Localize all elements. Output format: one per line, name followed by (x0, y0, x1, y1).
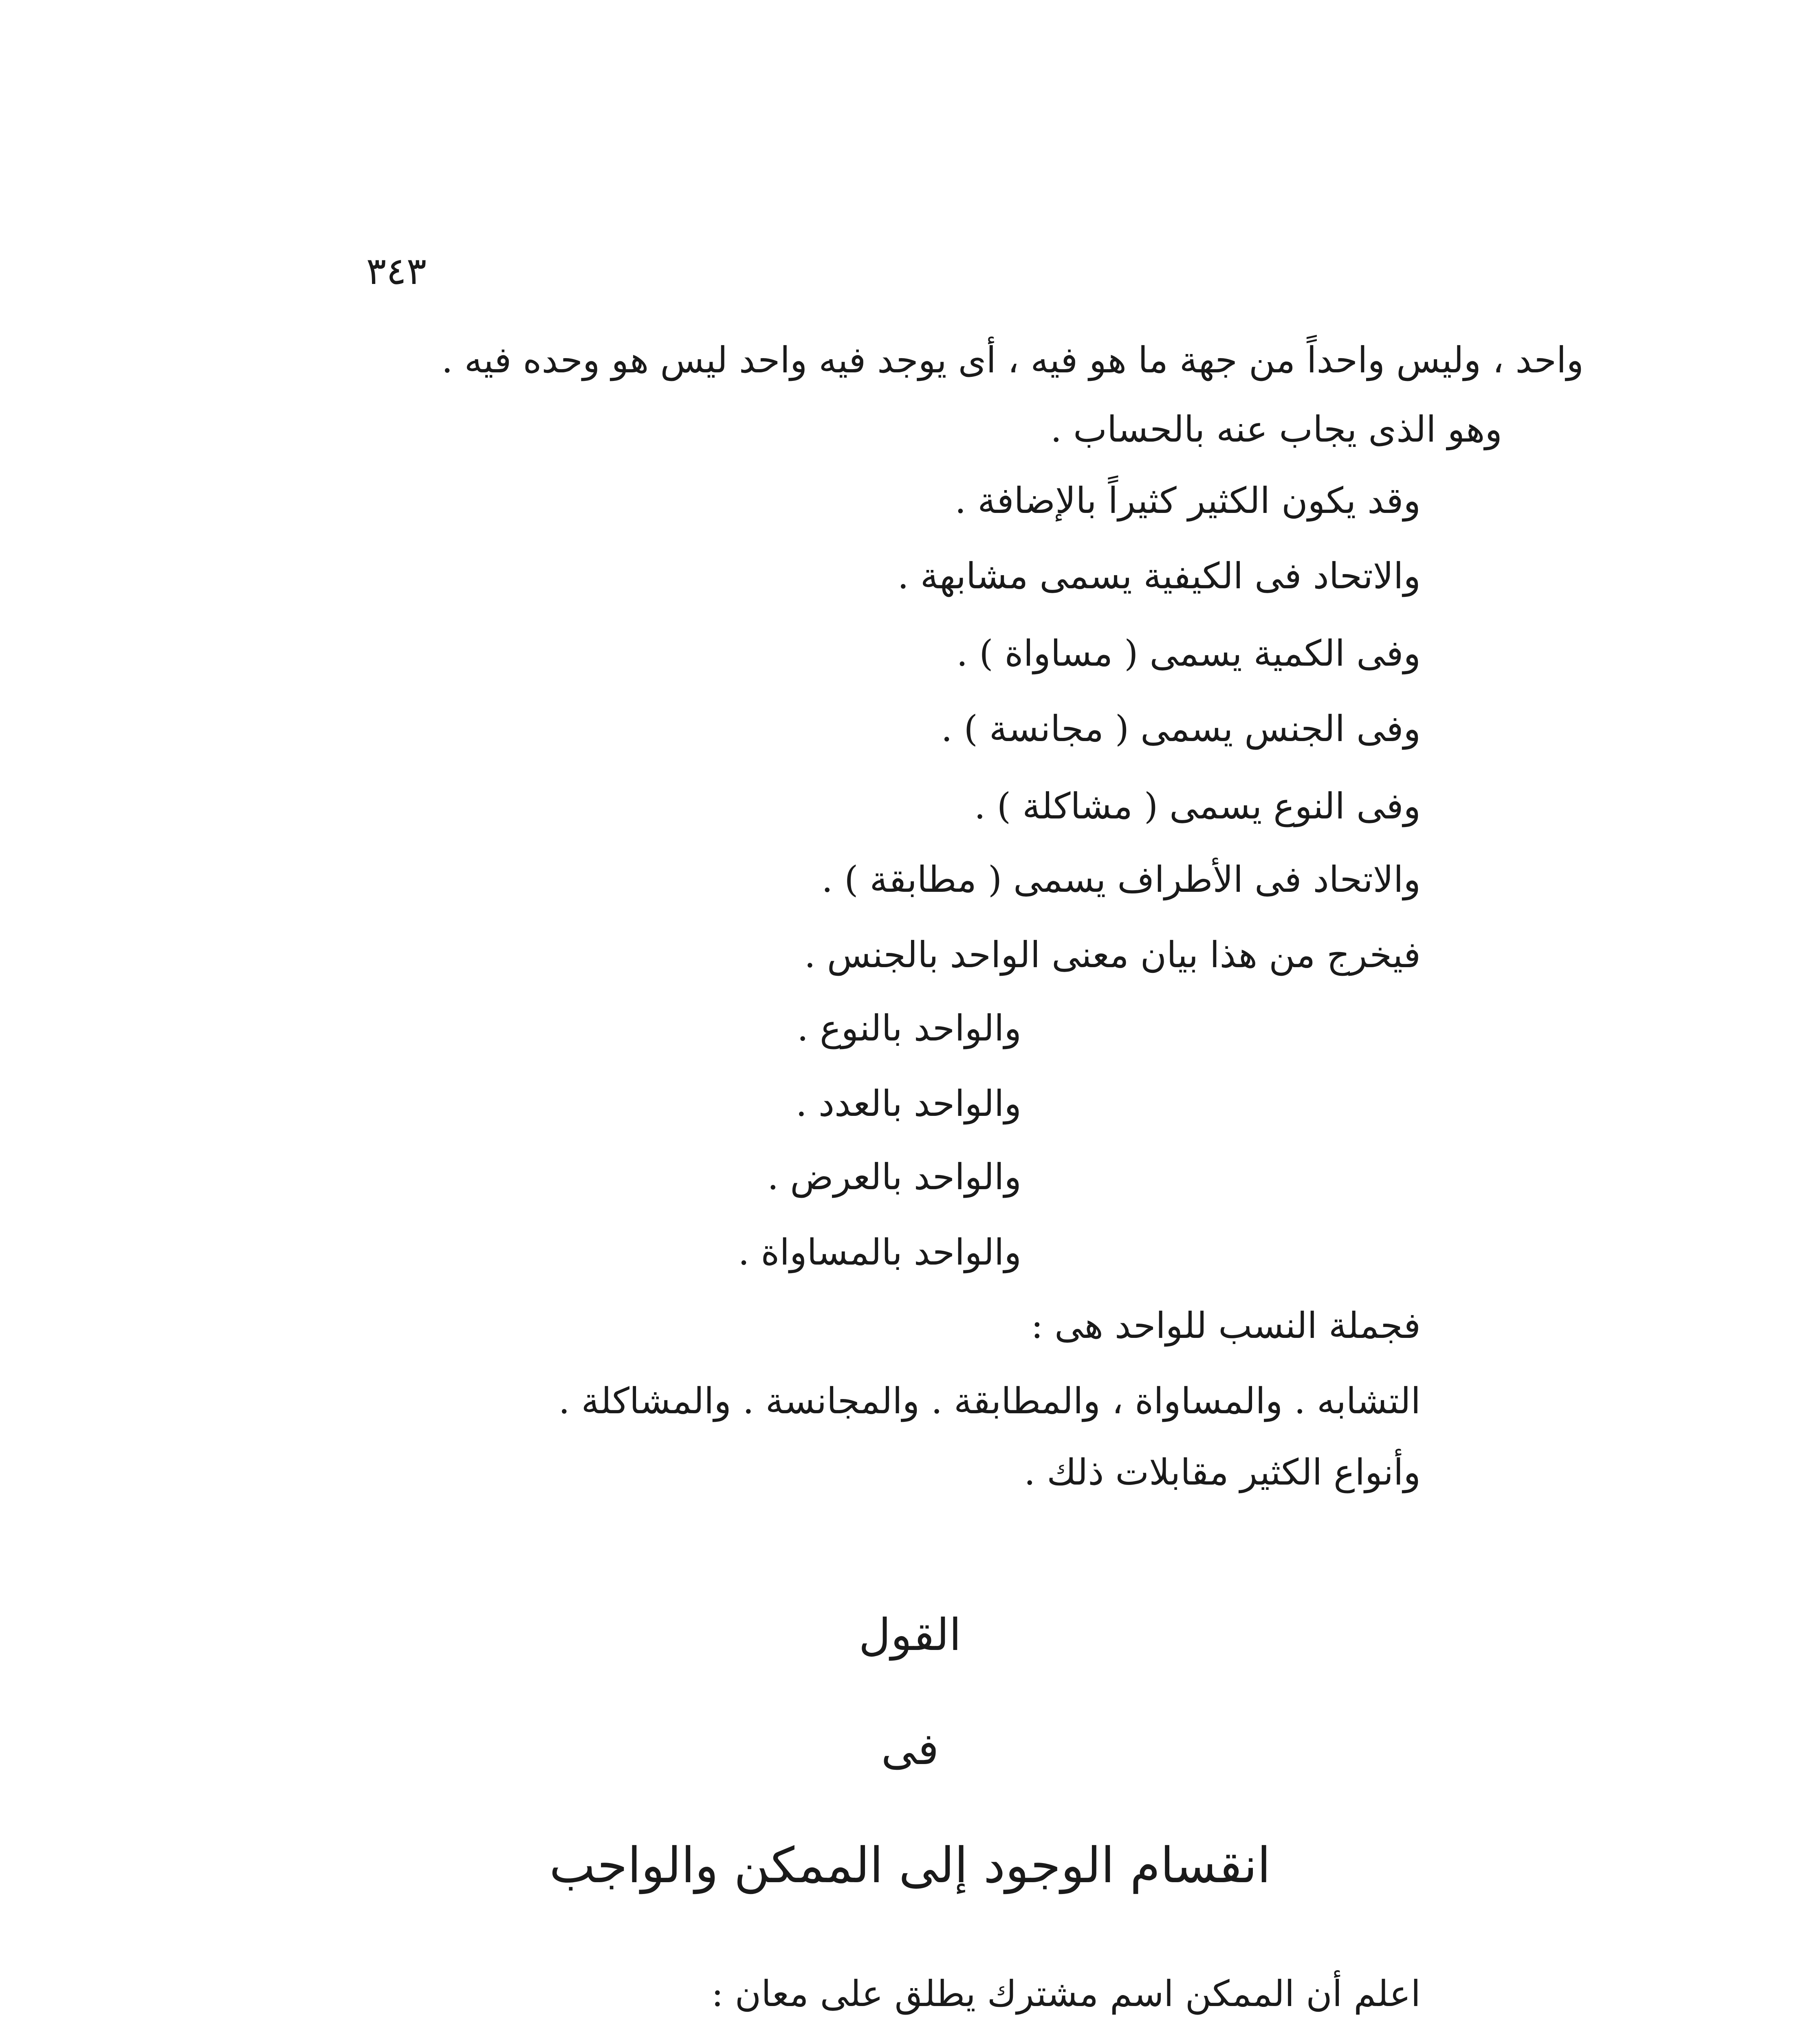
text-line: والواحد بالعرض . (767, 1156, 1021, 1198)
section-title: انقسام الوجود إلى الممكن والواجب (549, 1837, 1271, 1894)
text-line: والاتحاد فى الكيفية يسمى مشابهة . (897, 555, 1421, 597)
text-line: واحد ، وليس واحداً من جهة ما هو فيه ، أى يوجد فيه واحد ليس هو وحده فيه . (441, 339, 1584, 381)
text-line: اعلم أن الممكن اسم مشترك يطلق على معان : (711, 1973, 1421, 2015)
text-line: وفى الجنس يسمى ( مجانسة ) . (941, 708, 1421, 750)
text-line: التشابه . والمساواة ، والمطابقة . والمجانسة . والمشاكلة . (558, 1380, 1421, 1422)
text-line: وهو الذى يجاب عنه بالحساب . (1050, 408, 1502, 450)
text-line: فجملة النسب للواحد هى : (1031, 1304, 1421, 1346)
text-line: والاتحاد فى الأطراف يسمى ( مطابقة ) . (821, 858, 1421, 900)
text-line: وفى الكمية يسمى ( مساواة ) . (956, 632, 1421, 674)
heading-line-2: فى (881, 1724, 939, 1775)
text-line: والواحد بالنوع . (797, 1007, 1021, 1049)
text-line: والواحد بالمساواة . (738, 1231, 1021, 1273)
text-line: والواحد بالعدد . (795, 1082, 1021, 1124)
text-line: وفى النوع يسمى ( مشاكلة ) . (974, 785, 1421, 827)
heading-line-1: القول (858, 1610, 962, 1661)
page-number: ٣٤٣ (366, 249, 427, 293)
text-line: وأنواع الكثير مقابلات ذلك . (1024, 1451, 1421, 1493)
text-line: فيخرج من هذا بيان معنى الواحد بالجنس . (804, 934, 1421, 976)
text-line: وقد يكون الكثير كثيراً بالإضافة . (955, 480, 1421, 521)
